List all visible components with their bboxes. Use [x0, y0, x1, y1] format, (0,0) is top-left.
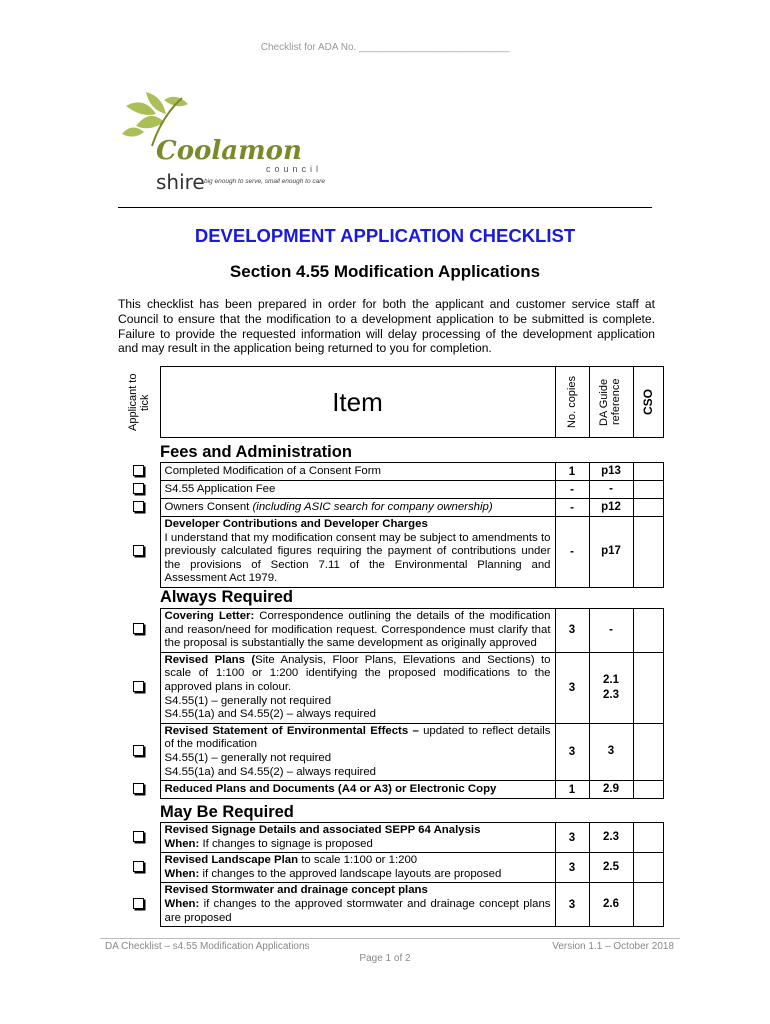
table-row	[118, 781, 663, 799]
header-item: Item	[160, 367, 555, 438]
item-text	[160, 883, 555, 927]
item-text: Completed Modification of a Consent Form	[160, 463, 555, 481]
item-heading: Developer Contributions and Developer Charges	[164, 518, 428, 530]
checkbox[interactable]	[133, 465, 144, 476]
item-note: S4.55(1a) and S4.55(2) – always required	[164, 765, 376, 778]
document-title: DEVELOPMENT APPLICATION CHECKLIST	[194, 225, 576, 246]
table-row	[118, 823, 663, 853]
document-subtitle: Section 4.55 Modification Applications	[229, 262, 541, 281]
checkbox[interactable]	[133, 745, 144, 756]
copies-value: 3	[555, 853, 589, 883]
item-main-text: to scale 1:100 or 1:200	[298, 854, 418, 867]
header-divider	[118, 207, 652, 208]
table-row	[118, 481, 663, 499]
copies-value: -	[555, 499, 589, 517]
item-heading: Revised Statement of Environmental Effects –	[164, 724, 419, 737]
cso-cell[interactable]	[633, 481, 663, 499]
logo-shire: shire	[156, 170, 205, 194]
cso-cell[interactable]	[633, 652, 663, 723]
table-row	[118, 463, 663, 481]
table-row	[118, 499, 663, 517]
cso-cell[interactable]	[633, 463, 663, 481]
footer-document-name: DA Checklist – s4.55 Modification Applications	[105, 941, 310, 952]
item-heading: Revised Landscape Plan	[164, 854, 299, 867]
header-no-copies: No. copies	[566, 376, 578, 428]
item-heading: Revised Stormwater and drainage concept plans	[164, 884, 428, 897]
section-heading-fees: Fees and Administration	[160, 442, 352, 461]
item-text	[160, 723, 555, 780]
section-heading-always: Always Required	[160, 588, 293, 607]
ada-number-field: Checklist for ADA No. ___________________________	[260, 42, 510, 53]
cso-cell[interactable]	[633, 853, 663, 883]
reference-value: 2.5	[589, 853, 633, 883]
item-heading: Covering Letter:	[164, 609, 255, 622]
reference-value: p13	[589, 463, 633, 481]
item-note: S4.55(1) – generally not required	[164, 751, 332, 764]
checkbox[interactable]	[133, 681, 144, 692]
item-note: (including ASIC search for company ownership)	[252, 500, 493, 513]
item-text: S4.55 Application Fee	[160, 481, 555, 499]
cso-cell[interactable]	[633, 499, 663, 517]
checkbox[interactable]	[133, 831, 144, 842]
checkbox[interactable]	[133, 898, 144, 909]
item-main-text: Site Analysis, Floor Plans, Elevations and Sections) to scale of 1:100 or 1:200 identifying the proposed modifications to the approved plans in colour.	[164, 653, 551, 693]
logo-council: council	[266, 164, 323, 174]
logo-coolamon: Coolamon	[156, 136, 302, 166]
cso-cell[interactable]	[633, 723, 663, 780]
item-text	[160, 517, 555, 588]
checkbox[interactable]	[133, 483, 144, 494]
reference-value: 2.3	[589, 823, 633, 853]
copies-value: 1	[555, 781, 589, 799]
footer-page-number: Page 1 of 2	[359, 953, 411, 964]
item-main-text: If changes to signage is proposed	[199, 837, 373, 850]
checklist-table	[118, 366, 664, 927]
table-row	[118, 723, 663, 780]
item-when-label: When:	[164, 867, 200, 880]
cso-cell[interactable]	[633, 883, 663, 927]
logo-tagline: big enough to serve, small enough to care	[204, 178, 326, 185]
item-when-label: When:	[164, 898, 200, 911]
item-main-text: Owners Consent	[164, 500, 253, 513]
header-da-guide-reference: DA Guide reference	[598, 378, 622, 426]
header-cso: CSO	[641, 388, 655, 415]
item-text: Reduced Plans and Documents (A4 or A3) or Electronic Copy	[160, 781, 555, 799]
item-text	[160, 499, 555, 517]
table-row	[118, 652, 663, 723]
intro-paragraph: This checklist has been prepared in order for both the applicant and customer service staff at Council to ensure that the modification to a development application to be submitted is complete. Failure to provide the requested information will delay processing of the development application and may result in the application being returned to you for completion.	[118, 297, 655, 356]
checkbox[interactable]	[133, 623, 144, 634]
reference-value: p17	[589, 517, 633, 588]
item-text	[160, 652, 555, 723]
reference-value: 3	[589, 723, 633, 780]
checkbox[interactable]	[133, 861, 144, 872]
checkbox[interactable]	[133, 783, 144, 794]
item-main-text: updated to reflect details of the modification	[164, 724, 551, 751]
copies-value: 1	[555, 463, 589, 481]
item-heading: Revised Signage Details and associated SEPP 64 Analysis	[164, 824, 481, 837]
header-applicant-tick: Applicant to tick	[126, 373, 151, 431]
cso-cell[interactable]	[633, 781, 663, 799]
checkbox[interactable]	[133, 501, 144, 512]
cso-cell[interactable]	[633, 517, 663, 588]
item-note: if changes to the approved landscape layouts are proposed	[199, 867, 502, 880]
copies-value: 3	[555, 723, 589, 780]
copies-value: -	[555, 517, 589, 588]
item-text	[160, 608, 555, 652]
reference-line: 2.1	[603, 673, 619, 686]
copies-value: -	[555, 481, 589, 499]
item-text	[160, 823, 555, 853]
footer-version: Version 1.1 – October 2018	[552, 941, 674, 952]
cso-cell[interactable]	[633, 823, 663, 853]
table-header-row	[118, 367, 663, 438]
table-row	[118, 608, 663, 652]
table-row	[118, 883, 663, 927]
reference-value: p12	[589, 499, 633, 517]
copies-value: 3	[555, 823, 589, 853]
footer-divider	[100, 938, 680, 939]
item-main-text: Correspondence outlining the details of the modification and reason/need for modification request. Correspondence must clarify that the proposal is substantially the same development as originally approved	[164, 609, 551, 650]
reference-value: 2.9	[589, 781, 633, 799]
section-heading-maybe: May Be Required	[160, 802, 294, 821]
council-logo	[116, 86, 331, 194]
item-note: S4.55(1a) and S4.55(2) – always required	[164, 708, 376, 721]
item-main-text: I understand that my modification consent may be subject to amendments to previously calculated figures requiring the payment of contributions under the provisions of Section 7.11 of the Environmental Planning and Assessment Act 1979.	[164, 531, 551, 585]
reference-value: -	[589, 608, 633, 652]
table-row	[118, 853, 663, 883]
item-heading: Revised Plans (	[164, 653, 256, 666]
reference-value	[589, 652, 633, 723]
checkbox[interactable]	[133, 545, 144, 556]
cso-cell[interactable]	[633, 608, 663, 652]
item-when-label: When:	[164, 837, 200, 850]
table-row	[118, 517, 663, 588]
reference-value: 2.6	[589, 883, 633, 927]
reference-value: -	[589, 481, 633, 499]
item-main-text: if changes to the approved stormwater and drainage concept plans are proposed	[164, 898, 551, 924]
copies-value: 3	[555, 608, 589, 652]
copies-value: 3	[555, 652, 589, 723]
copies-value: 3	[555, 883, 589, 927]
reference-line: 2.3	[603, 688, 619, 701]
item-text	[160, 853, 555, 883]
item-note: S4.55(1) – generally not required	[164, 694, 332, 707]
